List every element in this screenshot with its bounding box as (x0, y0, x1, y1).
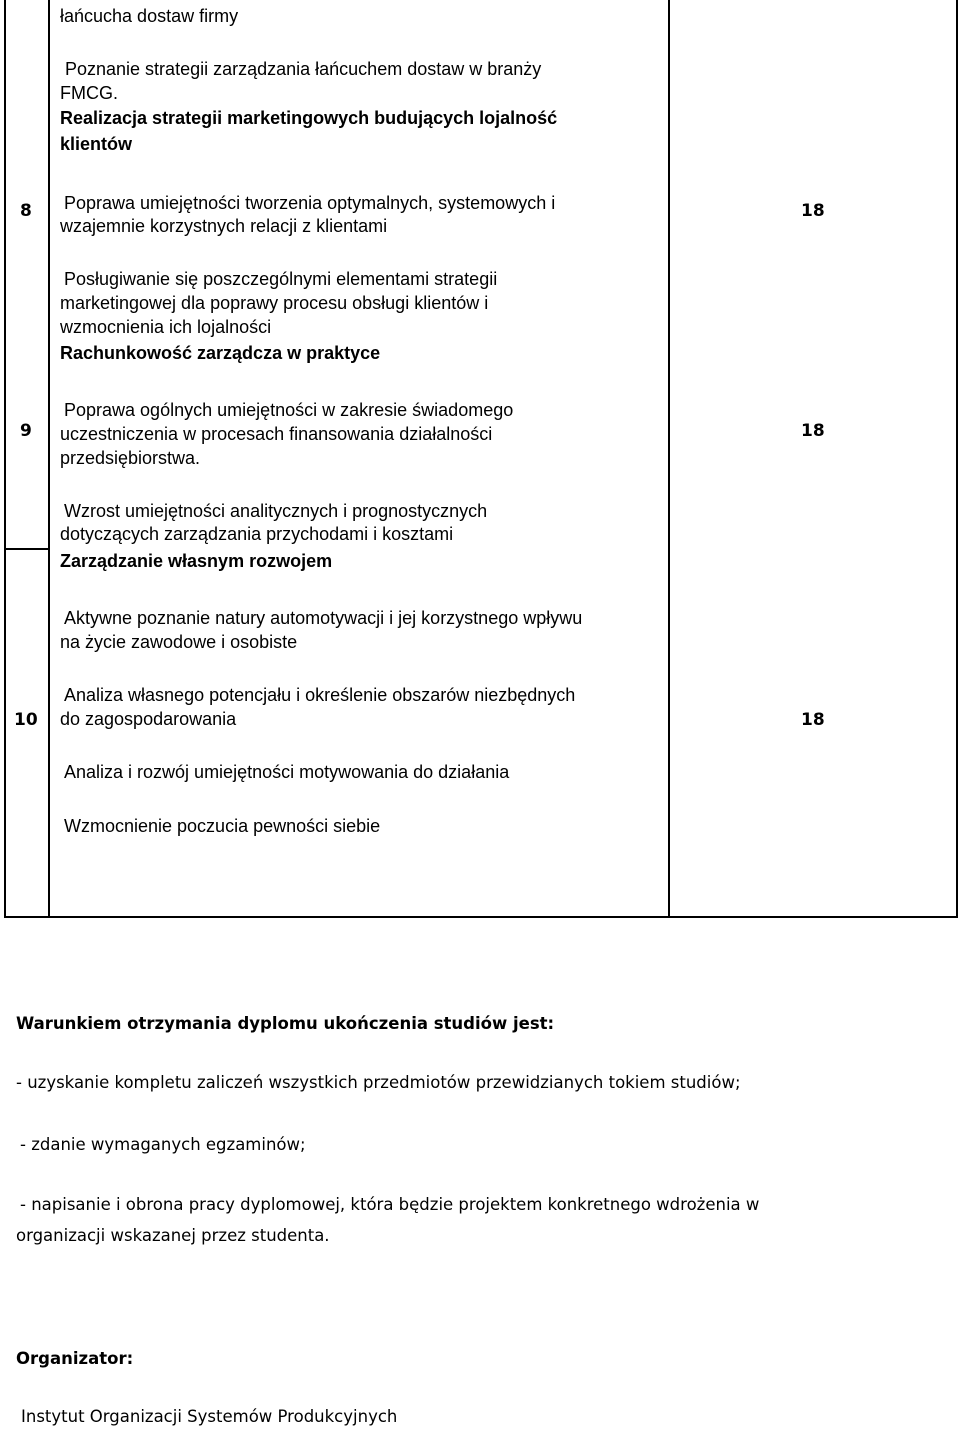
organizer-name: Instytut Organizacji Systemów Produkcyjnych (21, 1407, 398, 1426)
condition-item-3-line2: organizacji wskazanej przez studenta. (16, 1226, 330, 1245)
row10-objective2-line1: Analiza własnego potencjału i określenie obszarów niezbędnych (64, 685, 576, 705)
row10-objective1-line1: Aktywne poznanie natury automotywacji i jej korzystnego wpływu (64, 608, 583, 628)
row10-title: Zarządzanie własnym rozwojem (60, 551, 333, 571)
table-border-col1 (48, 0, 50, 918)
row9-objective1-line3: przedsiębiorstwa. (60, 448, 201, 468)
row-divider-number-col (4, 548, 50, 550)
row9-hours: 18 (801, 421, 825, 441)
row9-objective2-line2: dotyczących zarządzania przychodami i kosztami (60, 524, 454, 544)
row8-number: 8 (20, 201, 32, 221)
row8-objective1-line1: Poprawa umiejętności tworzenia optymalnych, systemowych i (64, 193, 556, 213)
table-border-left (4, 0, 6, 918)
row8-title-line1: Realizacja strategii marketingowych budujących lojalność (60, 108, 558, 128)
row8-objective1-line2: wzajemnie korzystnych relacji z klientami (60, 216, 388, 236)
row-fragment-objective-line1: Poznanie strategii zarządzania łańcuchem dostaw w branży (65, 59, 542, 79)
row10-objective2-line2: do zagospodarowania (60, 709, 237, 729)
row-fragment-text: łańcucha dostaw firmy (60, 6, 239, 26)
row-fragment-objective-line2: FMCG. (60, 83, 118, 103)
row10-number: 10 (14, 710, 38, 730)
condition-item-3-line1: - napisanie i obrona pracy dyplomowej, która będzie projektem konkretnego wdrożenia w (20, 1195, 760, 1214)
row9-number: 9 (20, 421, 32, 441)
row10-objective1-line2: na życie zawodowe i osobiste (60, 632, 298, 652)
row10-hours: 18 (801, 710, 825, 730)
row8-objective2-line3: wzmocnienia ich lojalności (60, 317, 272, 337)
condition-item-2: - zdanie wymaganych egzaminów; (20, 1135, 306, 1154)
row9-objective1-line2: uczestniczenia w procesach finansowania działalności (60, 424, 493, 444)
row10-objective4: Wzmocnienie poczucia pewności siebie (64, 816, 381, 836)
table-border-right (956, 0, 958, 918)
table-border-col2 (668, 0, 670, 918)
row8-hours: 18 (801, 201, 825, 221)
row9-title: Rachunkowość zarządcza w praktyce (60, 343, 381, 363)
organizer-heading: Organizator: (16, 1349, 134, 1368)
row10-objective3: Analiza i rozwój umiejętności motywowania do działania (64, 762, 510, 782)
row9-objective2-line1: Wzrost umiejętności analitycznych i prognostycznych (64, 501, 488, 521)
table-border-bottom (4, 916, 958, 918)
row9-objective1-line1: Poprawa ogólnych umiejętności w zakresie świadomego (64, 400, 514, 420)
condition-item-1: - uzyskanie kompletu zaliczeń wszystkich przedmiotów przewidzianych tokiem studiów; (16, 1073, 741, 1092)
row8-objective2-line1: Posługiwanie się poszczególnymi elementami strategii (64, 269, 498, 289)
conditions-heading: Warunkiem otrzymania dyplomu ukończenia studiów jest: (16, 1014, 555, 1033)
row8-objective2-line2: marketingowej dla poprawy procesu obsługi klientów i (60, 293, 489, 313)
row8-title-line2: klientów (60, 134, 133, 154)
